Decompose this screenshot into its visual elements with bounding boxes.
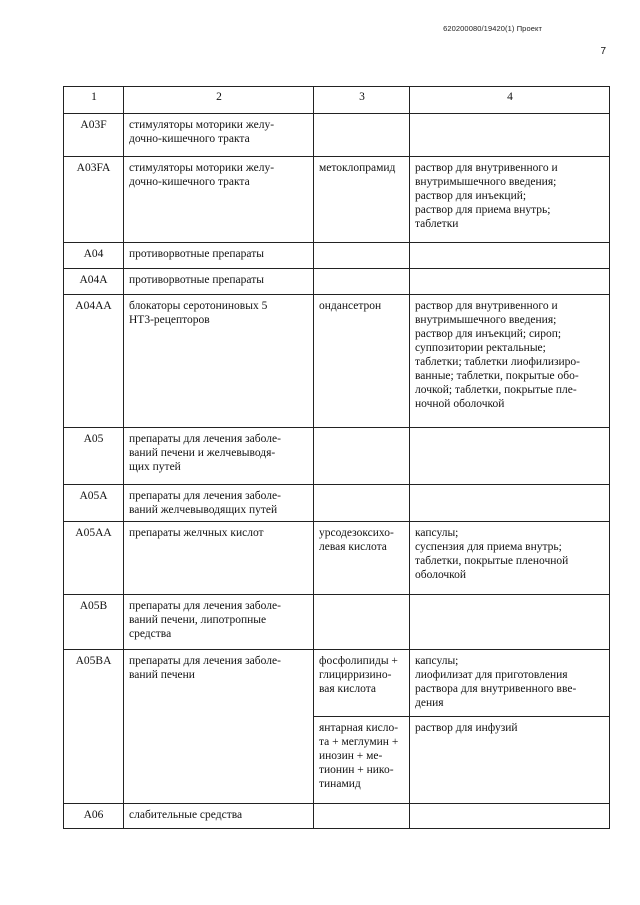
atc-code: A05 [64,428,124,485]
active-substance: фосфолипиды + глицирризино- вая кислота [314,650,410,717]
table-row [64,243,610,269]
dosage-form [410,595,610,650]
dosage-form [410,428,610,485]
table-header-row [64,87,610,114]
dosage-form: раствор для внутривенного и внутримышечного введения; раствор для инъекций; сироп; суппозитории ректальные; таблетки; таблетки лиофилизиро- ванные; таблетки, покрытые обо- лочкой; таблетки, покрытые пле- ночной оболочкой [410,295,610,428]
active-substance [314,595,410,650]
dosage-form: капсулы; лиофилизат для приготовления раствора для внутривенного вве- дения [410,650,610,717]
drug-table [63,86,610,829]
table-row [64,269,610,295]
dosage-form [410,243,610,269]
table-row [64,804,610,829]
table-row [64,650,610,717]
active-substance: янтарная кисло- та + меглумин + инозин + ме- тионин + нико- тинамид [314,717,410,804]
pharmacological-group: стимуляторы моторики желу- дочно-кишечного тракта [124,157,314,243]
column-header-1: 1 [64,87,124,114]
atc-code: A04AA [64,295,124,428]
atc-code: A03FA [64,157,124,243]
column-header-2: 2 [124,87,314,114]
page-number: 7 [600,46,606,57]
active-substance [314,243,410,269]
pharmacological-group: слабительные средства [124,804,314,829]
table-row [64,157,610,243]
atc-code: A03F [64,114,124,157]
active-substance: урсодезоксихо- левая кислота [314,522,410,595]
table-row [64,595,610,650]
active-substance [314,428,410,485]
atc-code: A06 [64,804,124,829]
table-row [64,428,610,485]
document-id: 620200080/19420(1) Проект [443,24,542,33]
atc-code: A05AA [64,522,124,595]
column-header-4: 4 [410,87,610,114]
pharmacological-group: противорвотные препараты [124,269,314,295]
dosage-form: раствор для инфузий [410,717,610,804]
active-substance: ондансетрон [314,295,410,428]
active-substance: метоклопрамид [314,157,410,243]
atc-code: A05B [64,595,124,650]
pharmacological-group: препараты для лечения заболе- ваний печени, липотропные средства [124,595,314,650]
pharmacological-group: стимуляторы моторики желу- дочно-кишечного тракта [124,114,314,157]
atc-code: A04A [64,269,124,295]
pharmacological-group: препараты для лечения заболе- ваний печени [124,650,314,804]
pharmacological-group: блокаторы серотониновых 5 HT3-рецепторов [124,295,314,428]
atc-code: A05A [64,485,124,522]
dosage-form [410,804,610,829]
pharmacological-group: препараты для лечения заболе- ваний печени и желчевыводя- щих путей [124,428,314,485]
dosage-form: капсулы; суспензия для приема внутрь; таблетки, покрытые пленочной оболочкой [410,522,610,595]
table-row [64,114,610,157]
active-substance [314,804,410,829]
active-substance [314,269,410,295]
table-row [64,485,610,522]
column-header-3: 3 [314,87,410,114]
pharmacological-group: препараты для лечения заболе- ваний желчевыводящих путей [124,485,314,522]
dosage-form [410,485,610,522]
dosage-form [410,114,610,157]
pharmacological-group: препараты желчных кислот [124,522,314,595]
dosage-form [410,269,610,295]
pharmacological-group: противорвотные препараты [124,243,314,269]
active-substance [314,114,410,157]
table-row [64,295,610,428]
active-substance [314,485,410,522]
dosage-form: раствор для внутривенного и внутримышечного введения; раствор для инъекций; раствор для приема внутрь; таблетки [410,157,610,243]
table-row [64,522,610,595]
atc-code: A04 [64,243,124,269]
atc-code: A05BA [64,650,124,804]
